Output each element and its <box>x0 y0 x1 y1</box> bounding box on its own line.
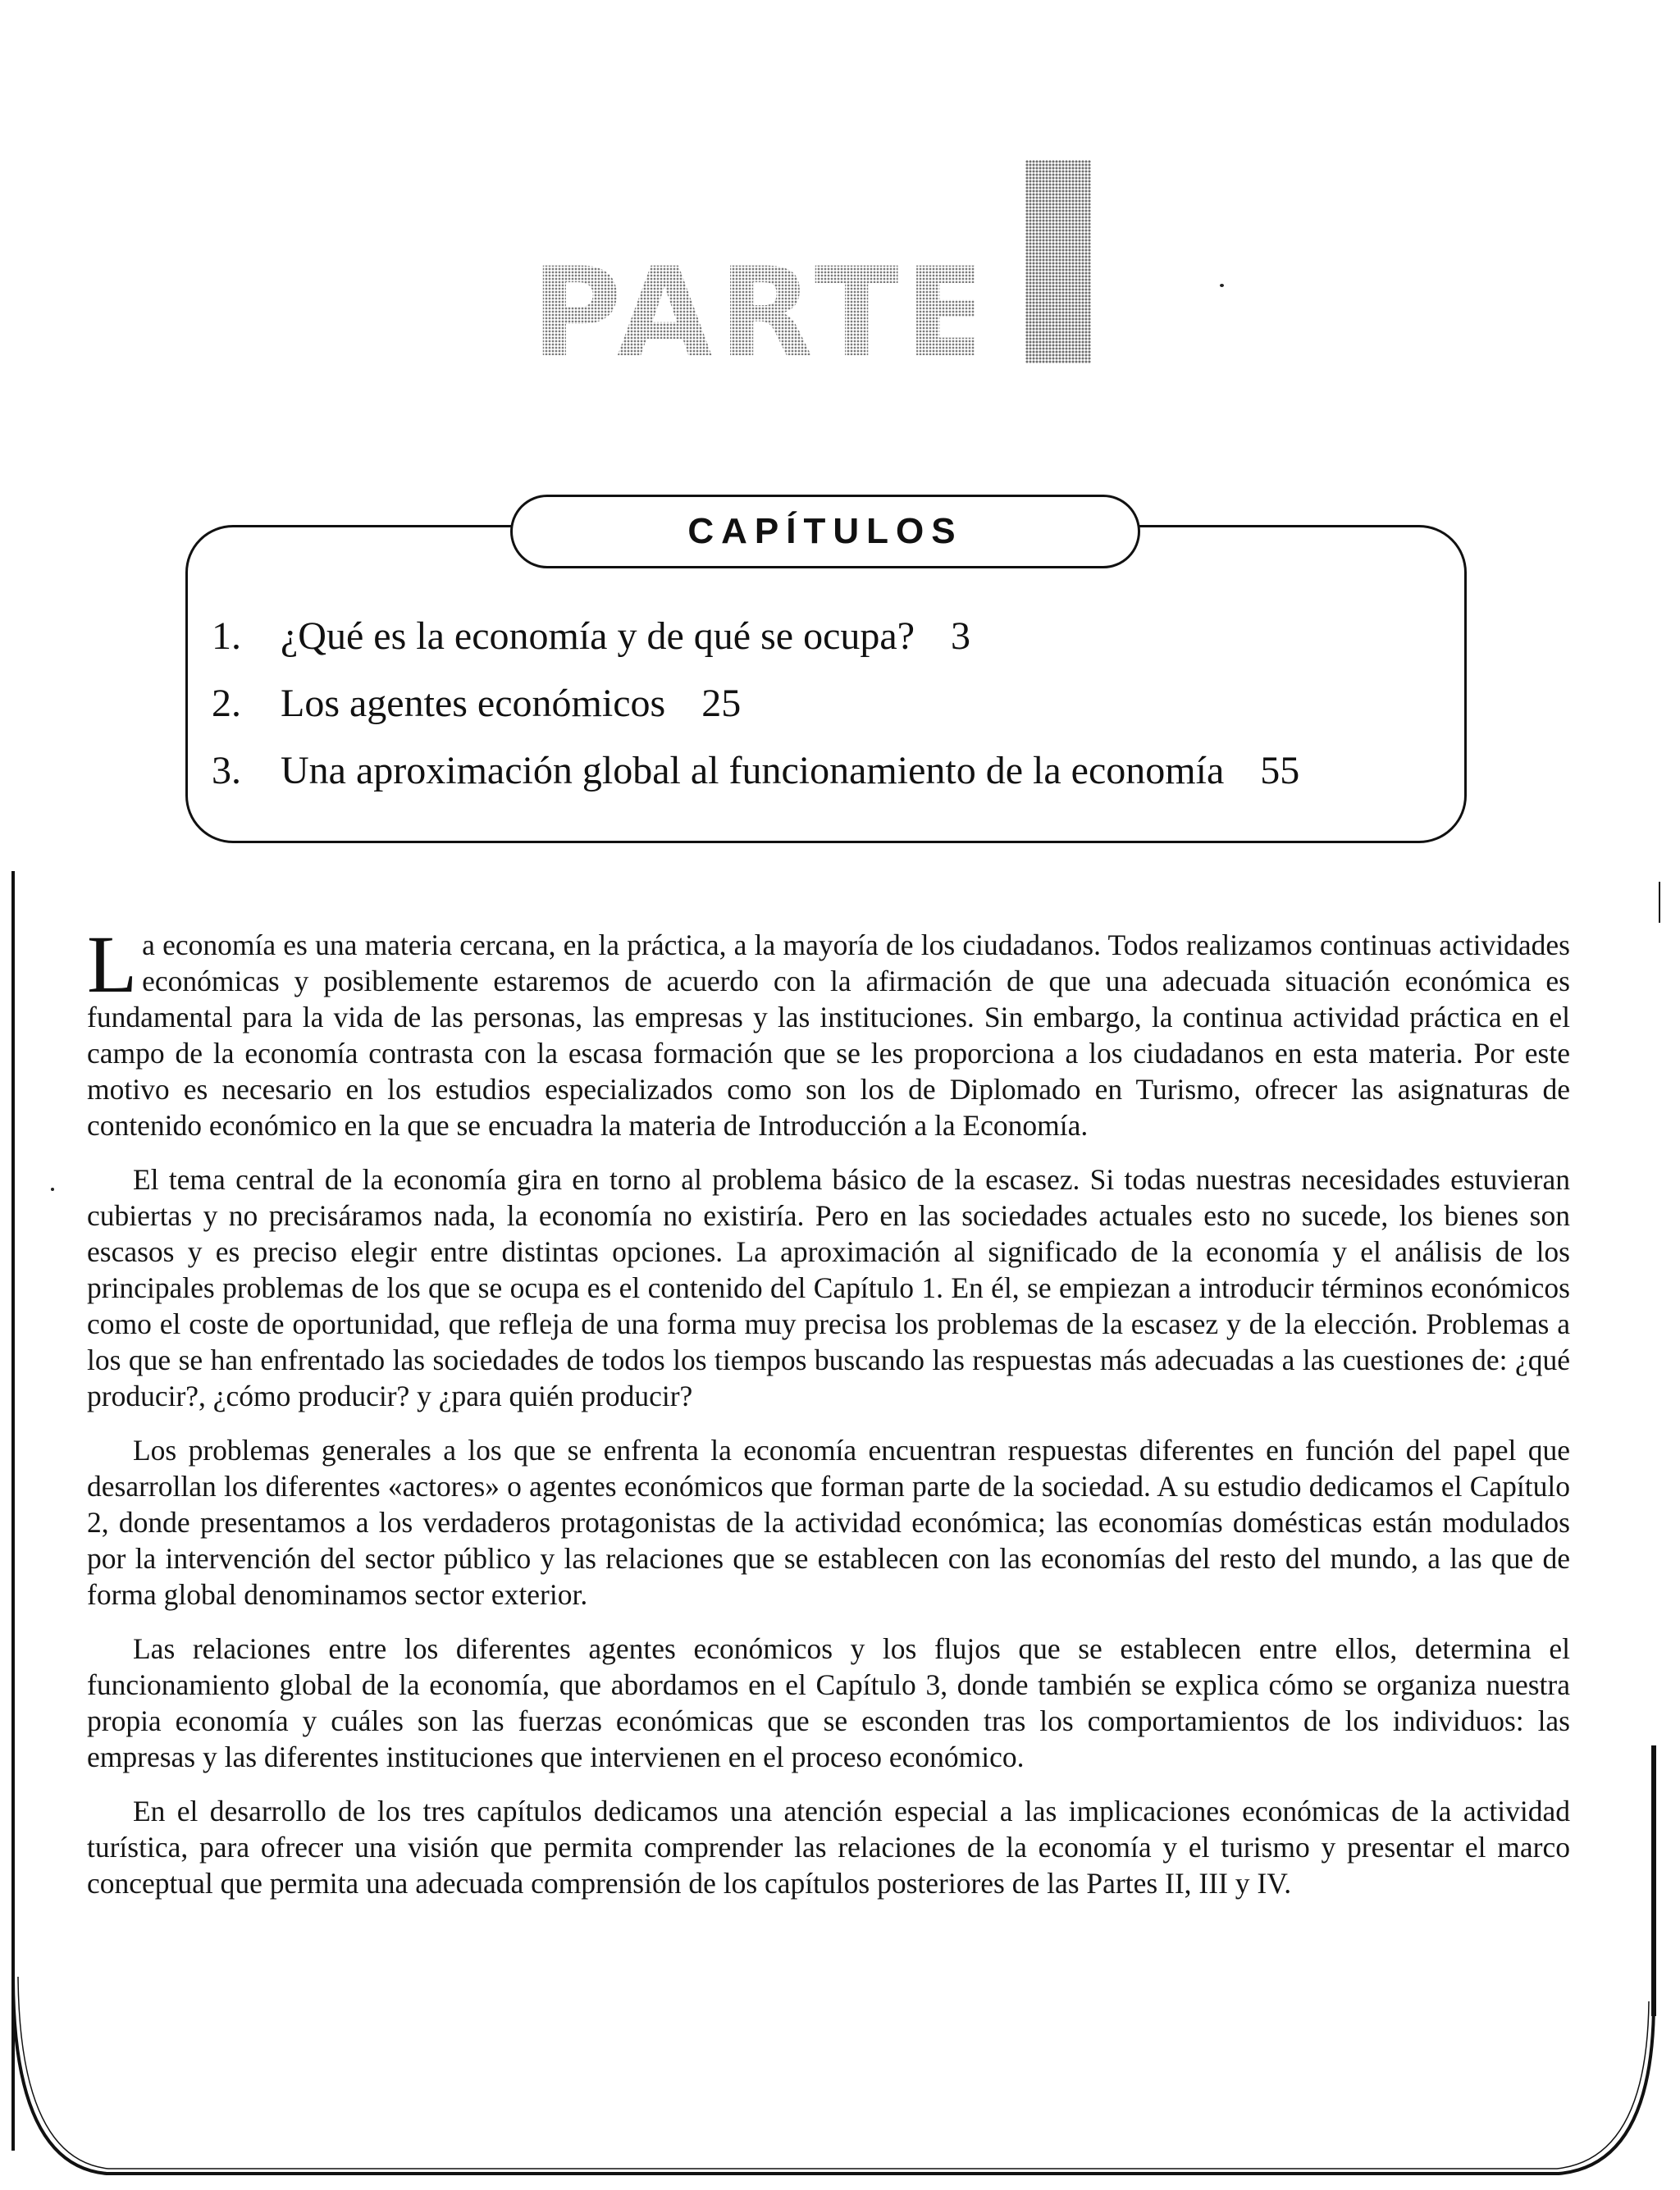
chapter-title: ¿Qué es la economía y de qué se ocupa? <box>281 614 915 658</box>
chapter-title: Una aproximación global al funcionamiento de la economía <box>281 749 1225 792</box>
intro-paragraph-4: Las relaciones entre los diferentes agentes económicos y los flujos que se establecen entre ellos, determina el funcionamiento global de la economía, que abordamos en el Capítulo 3, donde también se explica cómo se organiza nuestra propia economía y cuáles son las fuerzas económicas que se esconden tras los comportamientos de los individuos: las empresas y las diferentes instituciones que intervienen en el proceso económico. <box>87 1632 1570 1773</box>
chapter-page: 25 <box>701 682 742 725</box>
page-bottom-border <box>0 1969 1680 2190</box>
chapter-page: 55 <box>1260 749 1300 792</box>
chapter-number: 3. <box>212 749 241 792</box>
scan-speck <box>1220 284 1224 287</box>
part-introduction <box>87 919 1570 1919</box>
drop-cap: L <box>87 919 138 1010</box>
intro-paragraph-5: En el desarrollo de los tres capítulos dedicamos una atención especial a las implicaciones económicas de la actividad turística, para ofrecer una visión que permita comprender las relaciones de la economía y el turismo y presentar el marco conceptual que permita una adecuada comprensión de los capítulos posteriores de las Partes II, III y IV. <box>87 1795 1570 1900</box>
chapters-list <box>212 607 1442 809</box>
chapter-page: 3 <box>951 614 970 658</box>
intro-paragraph-1 <box>87 919 1570 1143</box>
part-heading-word: PARTE <box>532 242 996 385</box>
left-page-border <box>11 871 15 2151</box>
paragraph-text: a economía es una materia cercana, en la práctica, a la mayoría de los ciudadanos. Todos realizamos continuas actividades económicas y posiblemente estaremos de acuerdo con la afirmación de que una adecuada situación económica es fundamental para la vida de las personas, las empresas y las instituciones. Sin embargo, la continua actividad práctica en el campo de la economía contrasta con la escasa formación que se les proporciona a los ciudadanos en esta materia. Por este motivo es necesario en los estudios especializados como son los de Diplomado en Turismo, ofrecer las asignaturas de contenido económico en la que se encuadra la materia de Introducción a la Economía. <box>87 928 1570 1142</box>
chapter-title: Los agentes económicos <box>281 682 666 725</box>
chapter-entry-3[interactable] <box>212 741 1442 809</box>
chapter-number: 1. <box>212 614 241 658</box>
chapters-title: CAPÍTULOS <box>687 511 963 551</box>
chapter-number: 2. <box>212 682 241 725</box>
right-edge-mark <box>1659 882 1660 923</box>
intro-paragraph-3: Los problemas generales a los que se enfrenta la economía encuentran respuestas diferentes en función del papel que desarrollan los diferentes «actores» o agentes económicos que forman parte de la sociedad. A su estudio dedicamos el Capítulo 2, donde presentamos a los verdaderos protagonistas de la actividad económica; las economías domésticas están modulados por la intervención del sector público y las relaciones que se establecen con las economías del resto del mundo, a las que de forma global denominamos sector exterior. <box>87 1434 1570 1611</box>
scan-speck <box>51 1188 54 1191</box>
chapter-entry-1[interactable] <box>212 607 1442 674</box>
intro-paragraph-2: El tema central de la economía gira en torno al problema básico de la escasez. Si todas nuestras necesidades estuvieran cubiertas y no precisáramos nada, la economía no existiría. Pero en las sociedades actuales esto no sucede, los bienes son escasos y es preciso elegir entre distintas opciones. La aproximación al significado de la economía y el análisis de los principales problemas de los que se ocupa es el contenido del Capítulo 1. En él, se empiezan a introducir términos económicos como el coste de oportunidad, que refleja de una forma muy precisa los problemas de la escasez y de la elección. Problemas a los que se han enfrentado las sociedades de todos los tiempos buscando las respuestas más adecuadas a las cuestiones de: ¿qué producir?, ¿cómo producir? y ¿para quién producir? <box>87 1163 1570 1412</box>
part-heading-numeral <box>1025 160 1091 363</box>
chapter-entry-2[interactable] <box>212 674 1442 741</box>
